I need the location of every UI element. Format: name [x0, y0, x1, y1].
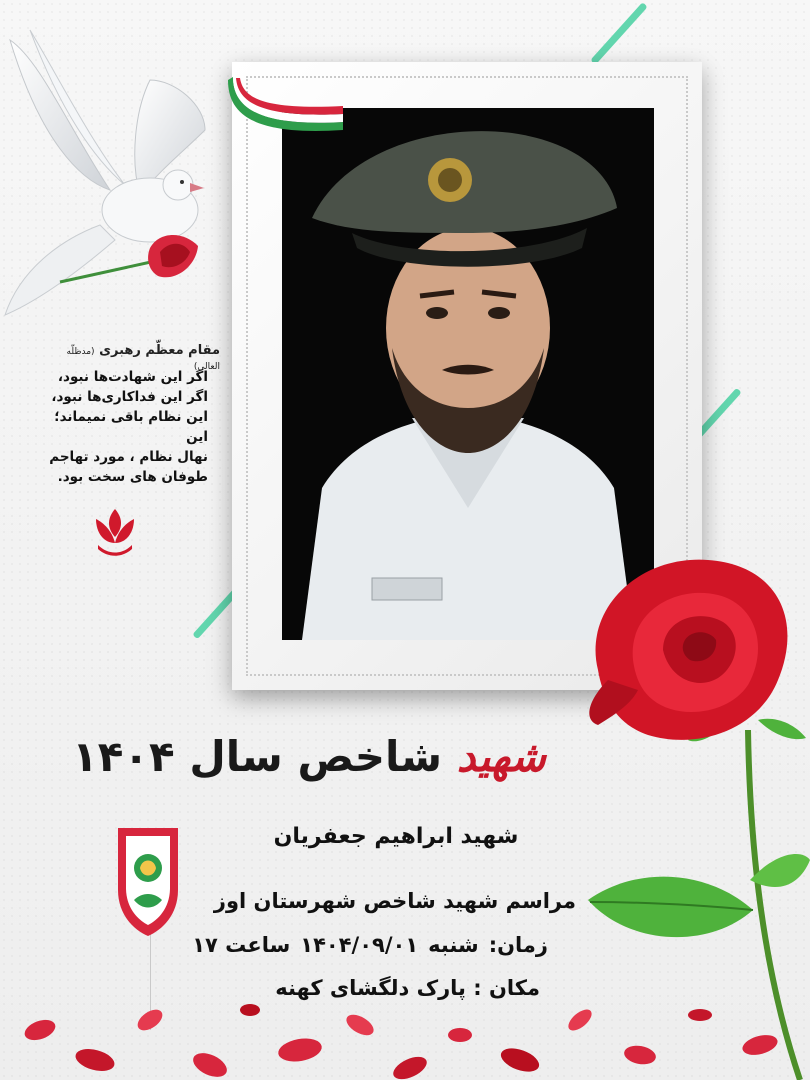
quote-line: این نظام باقی نمیماند؛ این: [54, 409, 208, 445]
event-hour: ساعت ۱۷: [192, 933, 291, 957]
event-time: [192, 933, 548, 957]
title-year: ۱۴۰۴: [72, 732, 175, 781]
title-black-part: شاخص سال: [189, 732, 443, 781]
quote-line: اگر این شهادت‌ها نبود،: [57, 369, 208, 385]
quote-line: نهال نظام ، مورد تهاجم: [49, 449, 208, 465]
title-red-part: شهید: [456, 732, 546, 781]
time-label: زمان:: [488, 933, 548, 957]
quote-line: اگر این فداکاری‌ها نبود،: [51, 389, 208, 405]
rose-petals-decoration: [0, 990, 810, 1080]
event-day: شنبه: [428, 933, 479, 957]
title-calligraphy: [72, 722, 546, 792]
tulip-icon: [90, 503, 140, 558]
ceremony-title: مراسم شهید شاخص شهرستان اوز: [213, 889, 576, 913]
place-name: پارک دلگشای کهنه: [275, 976, 466, 1000]
logo-emblem-icon: [112, 820, 184, 938]
quote-line: طوفان های سخت بود.: [57, 469, 208, 485]
iran-flag-icon: [228, 72, 348, 142]
decor-stripe-top: [590, 2, 647, 65]
event-date: ۱۴۰۴/۰۹/۰۱: [300, 933, 419, 957]
place-label: مکان :: [473, 976, 540, 1000]
quote-heading-text: مقام معظّم رهبری: [99, 343, 220, 358]
quote-text: [30, 367, 208, 487]
dove-with-tulip-icon: [0, 20, 220, 320]
quote-heading-suffix: (مدظلّه العالی): [66, 347, 220, 372]
martyr-name: شهید ابراهیم جعفریان: [273, 824, 519, 849]
